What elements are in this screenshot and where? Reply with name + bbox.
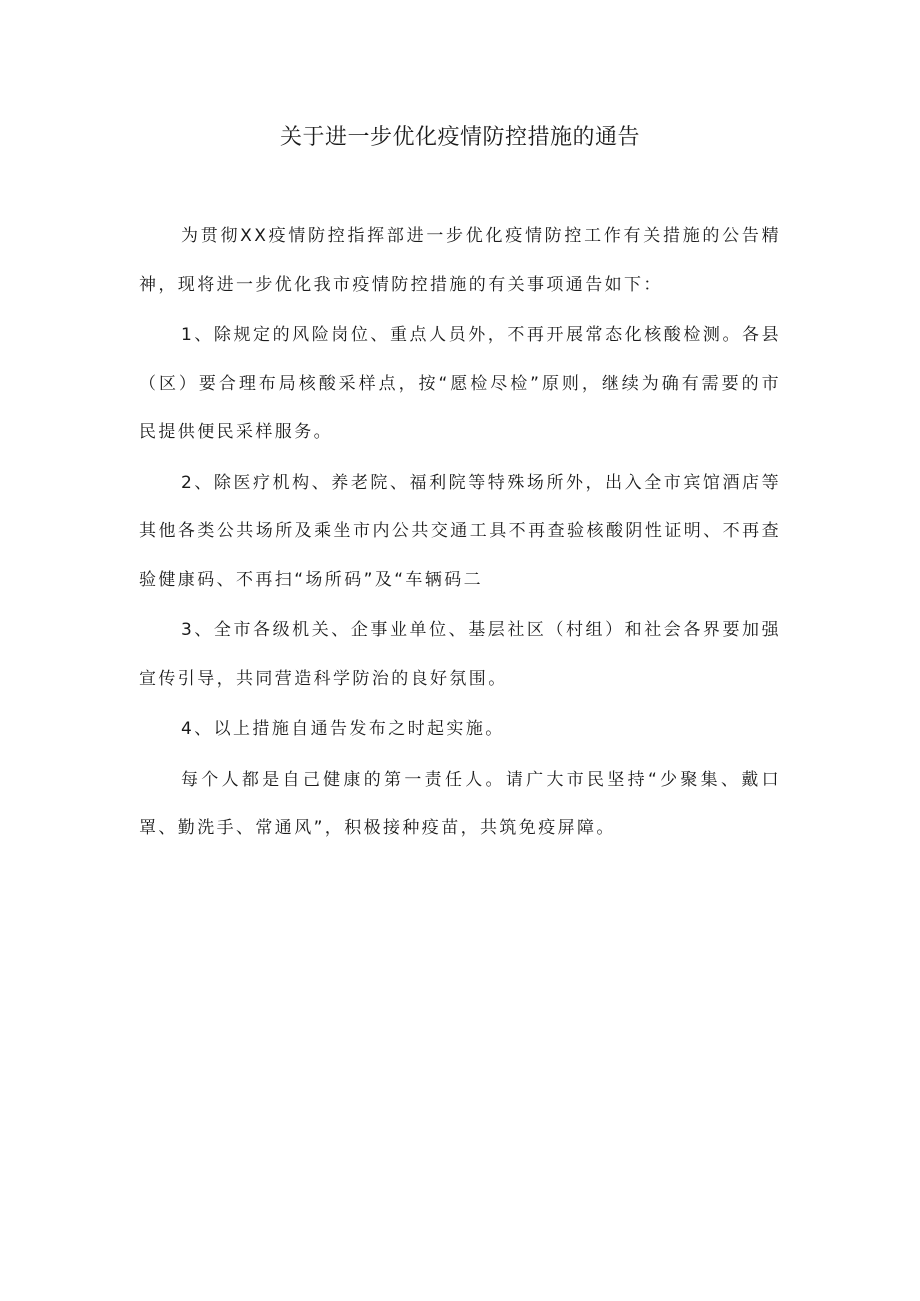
document-body — [139, 212, 781, 855]
measure-4-paragraph: 4、以上措施自通告发布之时起实施。 — [181, 719, 505, 739]
intro-paragraph: 为贯彻XX疫情防控指挥部进一步优化疫情防控工作有关措施的公告精神，现将进一步优化我市疫情防控措施的有关事项通告如下： — [139, 226, 781, 295]
closing-paragraph: 每个人都是自己健康的第一责任人。请广大市民坚持“少聚集、戴口罩、勤洗手、常通风”，积极接种疫苗，共筑免疫屏障。 — [139, 769, 781, 838]
measure-3-paragraph: 3、全市各级机关、企事业单位、基层社区（村组）和社会各界要加强宣传引导，共同营造科学防治的良好氛围。 — [139, 620, 781, 689]
measure-1-paragraph: 1、除规定的风险岗位、重点人员外，不再开展常态化核酸检测。各县（区）要合理布局核酸采样点，按“愿检尽检”原则，继续为确有需要的市民提供便民采样服务。 — [139, 325, 781, 442]
document-title: 关于进一步优化疫情防控措施的通告 — [279, 125, 640, 150]
measure-2-paragraph: 2、除医疗机构、养老院、福利院等特殊场所外，出入全市宾馆酒店等其他各类公共场所及乘坐市内公共交通工具不再查验核酸阴性证明、不再查验健康码、不再扫“场所码”及“车辆码二 — [139, 472, 781, 590]
